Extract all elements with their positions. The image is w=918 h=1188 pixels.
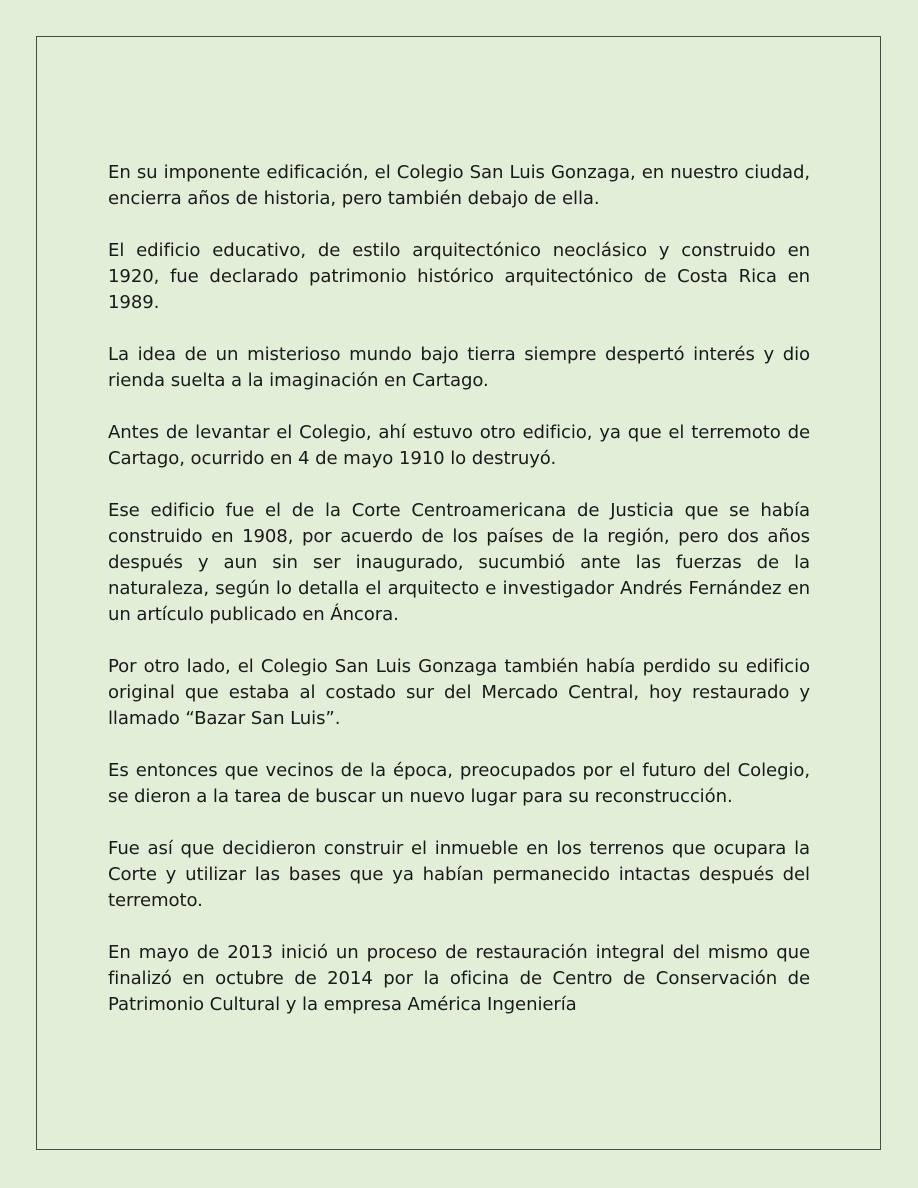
paragraph-4: Antes de levantar el Colegio, ahí estuvo otro edificio, ya que el terremoto de Cartago, ocurrido en 4 de mayo 1910 lo destruyó. bbox=[108, 422, 810, 469]
paragraph-5: Ese edificio fue el de la Corte Centroamericana de Justicia que se había construido en 1908, por acuerdo de los países de la región, pero dos años después y aun sin ser inaugurado, sucumbió ante las fuerzas de la naturaleza, según lo detalla el arquitecto e investigador Andrés Fernández en un artículo publicado en Áncora. bbox=[108, 500, 810, 625]
document-body bbox=[108, 160, 810, 1018]
paragraph-1: En su imponente edificación, el Colegio San Luis Gonzaga, en nuestro ciudad, encierra años de historia, pero también debajo de ella. bbox=[108, 162, 810, 209]
paragraph-9: En mayo de 2013 inició un proceso de restauración integral del mismo que finalizó en octubre de 2014 por la oficina de Centro de Conservación de Patrimonio Cultural y la empresa América Ingeniería bbox=[108, 942, 810, 1015]
paragraph-8: Fue así que decidieron construir el inmueble en los terrenos que ocupara la Corte y utilizar las bases que ya habían permanecido intactas después del terremoto. bbox=[108, 838, 810, 911]
paragraph-7: Es entonces que vecinos de la época, preocupados por el futuro del Colegio, se dieron a la tarea de buscar un nuevo lugar para su reconstrucción. bbox=[108, 760, 810, 807]
paragraph-3: La idea de un misterioso mundo bajo tierra siempre despertó interés y dio rienda suelta a la imaginación en Cartago. bbox=[108, 344, 810, 391]
paragraph-6: Por otro lado, el Colegio San Luis Gonzaga también había perdido su edificio original que estaba al costado sur del Mercado Central, hoy restaurado y llamado “Bazar San Luis”. bbox=[108, 656, 810, 729]
paragraph-2: El edificio educativo, de estilo arquitectónico neoclásico y construido en 1920, fue declarado patrimonio histórico arquitectónico de Costa Rica en 1989. bbox=[108, 240, 810, 313]
